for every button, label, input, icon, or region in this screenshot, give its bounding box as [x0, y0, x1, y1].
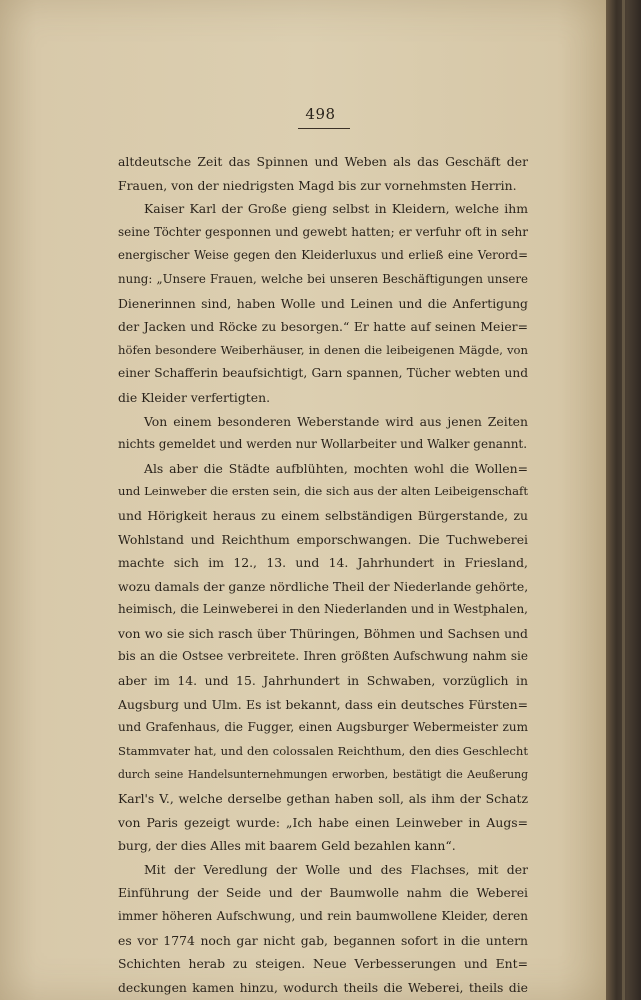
text-line: der Jacken und Röcke zu besorgen.“ Er hatte auf seinen Meier=: [118, 319, 528, 335]
text-line: und Leinweber die ersten sein, die sich aus der alten Leibeigenschaft: [118, 484, 528, 499]
text-line: Frauen, von der niedrigsten Magd bis zur vornehmsten Herrin.: [118, 177, 517, 193]
text-line: es vor 1774 noch gar nicht gab, begannen sofort in die untern: [118, 932, 528, 948]
text-line: seine Töchter gesponnen und gewebt hatten; er verfuhr oft in sehr: [118, 224, 528, 239]
page-number: 498: [305, 105, 336, 123]
text-line: machte sich im 12., 13. und 14. Jahrhundert in Friesland,: [118, 555, 528, 571]
text-line: und Grafenhaus, die Fugger, einen Augsburger Webermeister zum: [118, 720, 528, 735]
text-line: wozu damals der ganze nördliche Theil der Niederlande gehörte,: [118, 578, 528, 594]
text-line: Einführung der Seide und der Baumwolle nahm die Weberei: [118, 885, 528, 901]
text-line: Dienerinnen sind, haben Wolle und Leinen und die Anfertigung: [118, 295, 528, 311]
text-line: energischer Weise gegen den Kleiderluxus und erließ eine Verord=: [118, 248, 528, 263]
text-line: von wo sie sich rasch über Thüringen, Böhmen und Sachsen und: [118, 625, 528, 641]
text-line: Als aber die Städte aufblühten, mochten wohl die Wollen=: [144, 460, 528, 476]
text-line: nung: „Unsere Frauen, welche bei unseren Beschäftigungen unsere: [118, 271, 528, 286]
text-line: einer Schafferin beaufsichtigt, Garn spannen, Tücher webten und: [118, 366, 528, 381]
text-line: bis an die Ostsee verbreitete. Ihren größten Aufschwung nahm sie: [118, 649, 528, 664]
gutter-edge: [622, 0, 625, 1000]
page-number-rule: [298, 128, 350, 129]
text-line: Augsburg und Ulm. Es ist bekannt, dass ein deutsches Fürsten=: [118, 696, 528, 712]
text-line: burg, der dies Alles mit baarem Geld bezahlen kann“.: [118, 838, 456, 854]
text-line: aber im 14. und 15. Jahrhundert in Schwaben, vorzüglich in: [118, 673, 528, 689]
text-line: die Kleider verfertigten.: [118, 389, 271, 405]
text-line: heimisch, die Leinweberei in den Niederlanden und in Westphalen,: [118, 602, 528, 617]
body-text: [118, 150, 528, 999]
text-line: altdeutsche Zeit das Spinnen und Weben als das Geschäft der: [118, 154, 528, 169]
text-line: von Paris gezeigt wurde: „Ich habe einen Leinweber in Augs=: [118, 814, 528, 830]
text-line: deckungen kamen hinzu, wodurch theils die Weberei, theils die: [118, 979, 528, 995]
text-line: Wohlstand und Reichthum emporschwangen. Die Tuchweberei: [118, 531, 528, 547]
text-line: Von einem besonderen Weberstande wird aus jenen Zeiten: [144, 413, 528, 429]
text-line: und Hörigkeit heraus zu einem selbständigen Bürgerstande, zu: [118, 507, 528, 523]
text-line: Kaiser Karl der Große gieng selbst in Kleidern, welche ihm: [144, 201, 528, 217]
text-line: höfen besondere Weiberhäuser, in denen die leibeigenen Mägde, von: [118, 342, 528, 357]
text-line: Mit der Veredlung der Wolle und des Flachses, mit der: [144, 861, 528, 877]
text-line: immer höheren Aufschwung, und rein baumwollene Kleider, deren: [118, 909, 528, 923]
text-line: durch seine Handelsunternehmungen erworben, bestätigt die Aeußerung: [118, 768, 528, 782]
text-line: Schichten herab zu steigen. Neue Verbesserungen und Ent=: [118, 956, 528, 972]
text-line: Karl's V., welche derselbe gethan haben soll, als ihm der Schatz: [118, 791, 528, 807]
text-line: nichts gemeldet und werden nur Wollarbeiter und Walker genannt.: [118, 437, 528, 452]
text-line: Stammvater hat, und den colossalen Reichthum, den dies Geschlecht: [118, 743, 528, 758]
